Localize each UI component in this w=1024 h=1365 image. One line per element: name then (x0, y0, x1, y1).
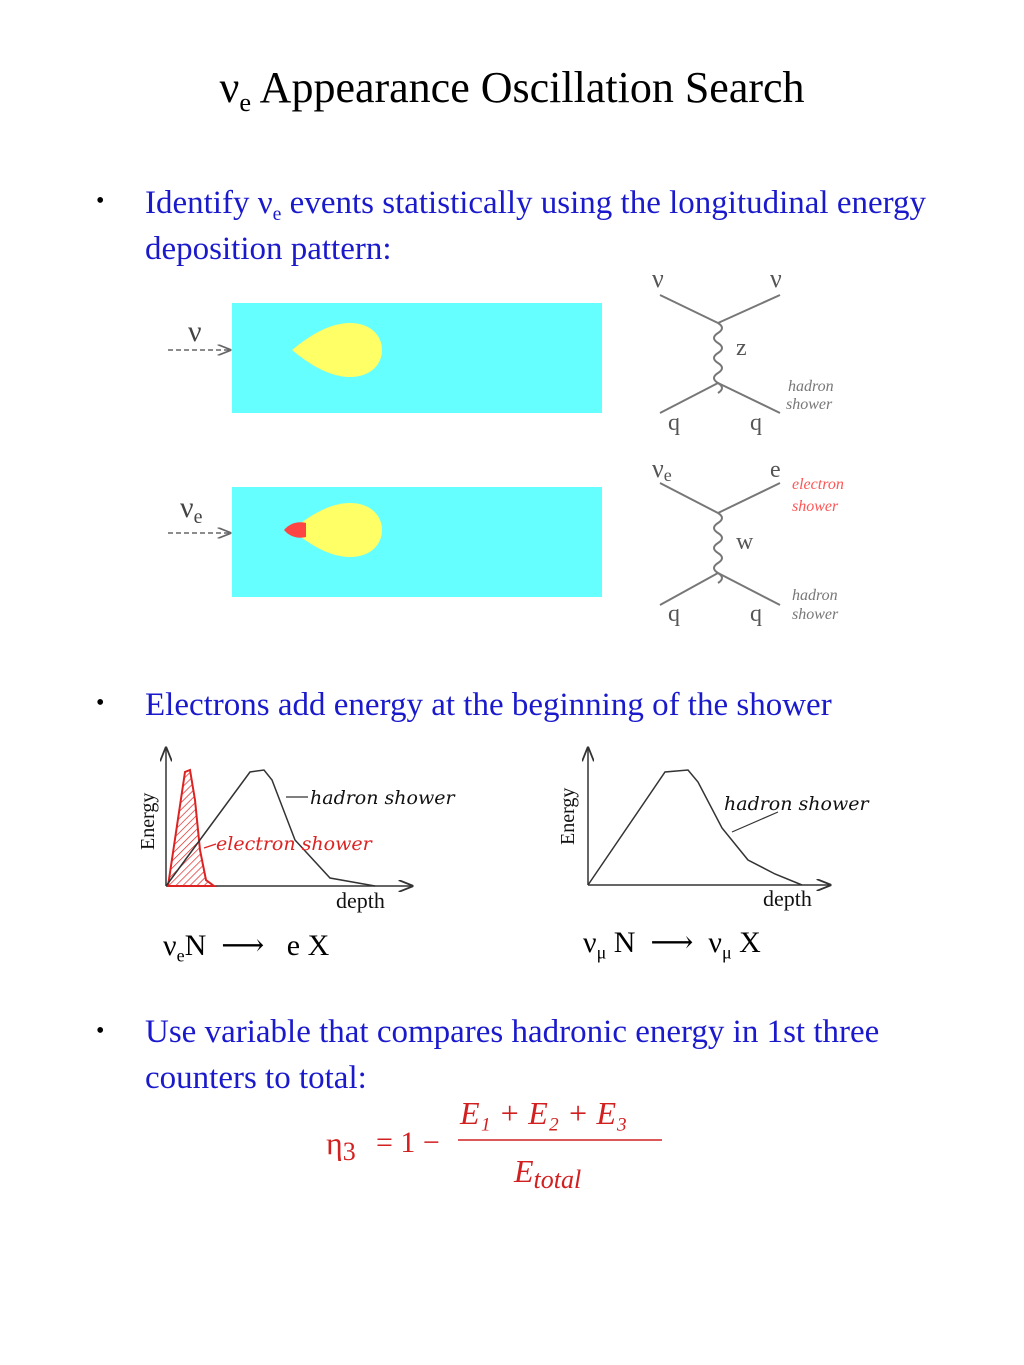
hadron-pointer (732, 812, 778, 832)
plot-electron-shower (130, 740, 455, 915)
cc-electron-label-2: shower (792, 498, 839, 515)
bullet-2-text: Electrons add energy at the beginning of the shower (145, 687, 832, 723)
nc-boson: z (736, 335, 747, 361)
electron-pointer (204, 844, 216, 848)
bullet-1-text: Identify $\nu_e$ events statistically using the longitudinal energy deposition pattern: (145, 185, 927, 267)
bullet-marker: • (96, 188, 105, 214)
hadron-shower-curve (588, 770, 802, 885)
nue-label-bottom: $\nu_e$ (180, 491, 203, 528)
formula-one-minus: = 1 − (376, 1126, 440, 1159)
y-axis-label: Energy (557, 787, 579, 845)
nc-q-right: q (750, 410, 762, 436)
detector-bottom (232, 487, 602, 597)
nc-hadron-label-1: hadron (788, 378, 834, 395)
x-axis-label: depth (763, 886, 812, 911)
bullet-marker: • (96, 690, 105, 716)
eta-formula (320, 1090, 680, 1205)
electron-shower-curve (168, 770, 214, 886)
reaction-electron: $\nu_eN$ ⟶ e X (163, 929, 330, 966)
nc-nu-out: ν (770, 264, 782, 293)
plot-hadron-shower (550, 740, 869, 915)
formula-eta: η3 (326, 1125, 356, 1166)
nc-q-left: q (668, 410, 680, 436)
bullet-marker: • (96, 1018, 105, 1044)
cc-nu-in: νe (652, 454, 672, 485)
reaction-muon: $\nu_\mu$ N ⟶ $\nu_\mu$ X (583, 926, 761, 963)
feynman-diagrams (640, 255, 890, 635)
cc-boson: w (736, 529, 754, 555)
hadron-shower-label: hadron shower (724, 793, 869, 815)
formula-numerator: E₁ + E₂ + E₃ (460, 1095, 628, 1131)
cc-q-right: q (750, 601, 762, 627)
formula-denominator: Etotal (514, 1153, 582, 1194)
detector-diagram (160, 295, 610, 605)
cc-q-left: q (668, 601, 680, 627)
electron-shower-label: electron shower (216, 833, 372, 855)
page-title: $\nu_e$ Appearance Oscillation Search (219, 63, 805, 118)
nc-nu-in: ν (652, 264, 664, 293)
nu-label-top: ν (188, 315, 202, 348)
cc-hadron-label-2: shower (792, 606, 839, 623)
bullet-3-text: Use variable that compares hadronic energy in 1st three counters to total: (145, 1014, 880, 1096)
cc-electron-label-1: electron (792, 476, 844, 493)
x-axis-label: depth (336, 888, 385, 913)
feynman-cc (660, 483, 780, 605)
detector-top (232, 303, 602, 413)
cc-e-out: e (770, 457, 781, 483)
nc-hadron-label-2: shower (786, 396, 833, 413)
hadron-shower-label: hadron shower (310, 787, 455, 809)
y-axis-label: Energy (137, 792, 159, 850)
cc-hadron-label-1: hadron (792, 587, 838, 604)
feynman-nc (660, 295, 780, 413)
